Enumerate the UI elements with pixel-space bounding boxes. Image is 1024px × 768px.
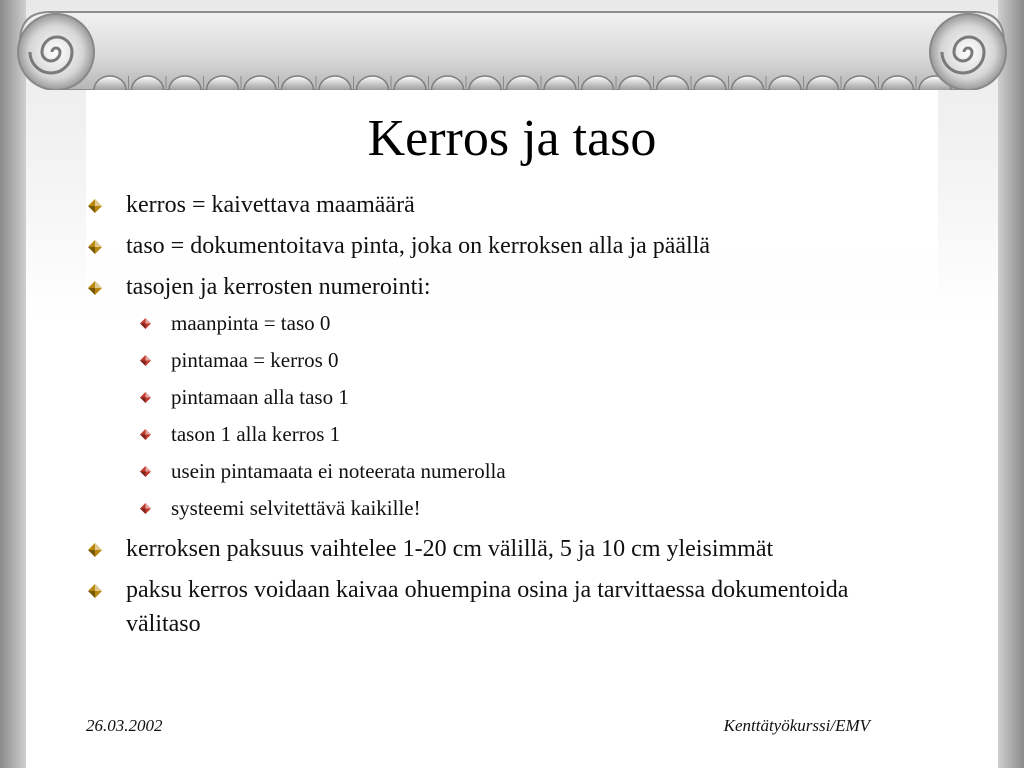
red-diamond-bullet-icon xyxy=(140,318,151,329)
red-diamond-bullet-icon xyxy=(140,355,151,366)
footer-course: Kenttätyökurssi/EMV xyxy=(723,716,870,735)
bullet-item-level-1: kerros = kaivettava maamäärä xyxy=(126,192,415,218)
gold-diamond-bullet-icon xyxy=(88,199,102,213)
bullet-item-level-1: tasojen ja kerrosten numerointi: xyxy=(126,274,431,300)
gold-diamond-bullet-icon xyxy=(88,281,102,295)
bullet-item-level-1: kerroksen paksuus vaihtelee 1-20 cm välillä, 5 ja 10 cm yleisimmät xyxy=(126,536,774,562)
bullet-item-level-2: systeemi selvitettävä kaikille! xyxy=(171,496,421,520)
red-diamond-bullet-icon xyxy=(140,466,151,477)
bullet-item-level-2: pintamaan alla taso 1 xyxy=(171,385,349,409)
bullet-item-level-1: paksu kerros voidaan kaivaa ohuempina osina ja tarvittaessa dokumentoida välitaso xyxy=(126,577,849,637)
footer-date: 26.03.2002 xyxy=(86,716,163,735)
gold-diamond-bullet-icon xyxy=(88,543,102,557)
bullet-item-level-2: usein pintamaata ei noteerata numerolla xyxy=(171,459,506,483)
slide-title: Kerros ja taso xyxy=(367,110,657,167)
bullet-item-level-1: taso = dokumentoitava pinta, joka on kerroksen alla ja päällä xyxy=(126,233,711,259)
red-diamond-bullet-icon xyxy=(140,429,151,440)
bullet-item-level-2: maanpinta = taso 0 xyxy=(171,311,331,335)
red-diamond-bullet-icon xyxy=(140,392,151,403)
bullet-item-level-2: pintamaa = kerros 0 xyxy=(171,348,339,372)
bullet-item-level-2: tason 1 alla kerros 1 xyxy=(171,422,341,446)
gold-diamond-bullet-icon xyxy=(88,240,102,254)
red-diamond-bullet-icon xyxy=(140,503,151,514)
gold-diamond-bullet-icon xyxy=(88,584,102,598)
